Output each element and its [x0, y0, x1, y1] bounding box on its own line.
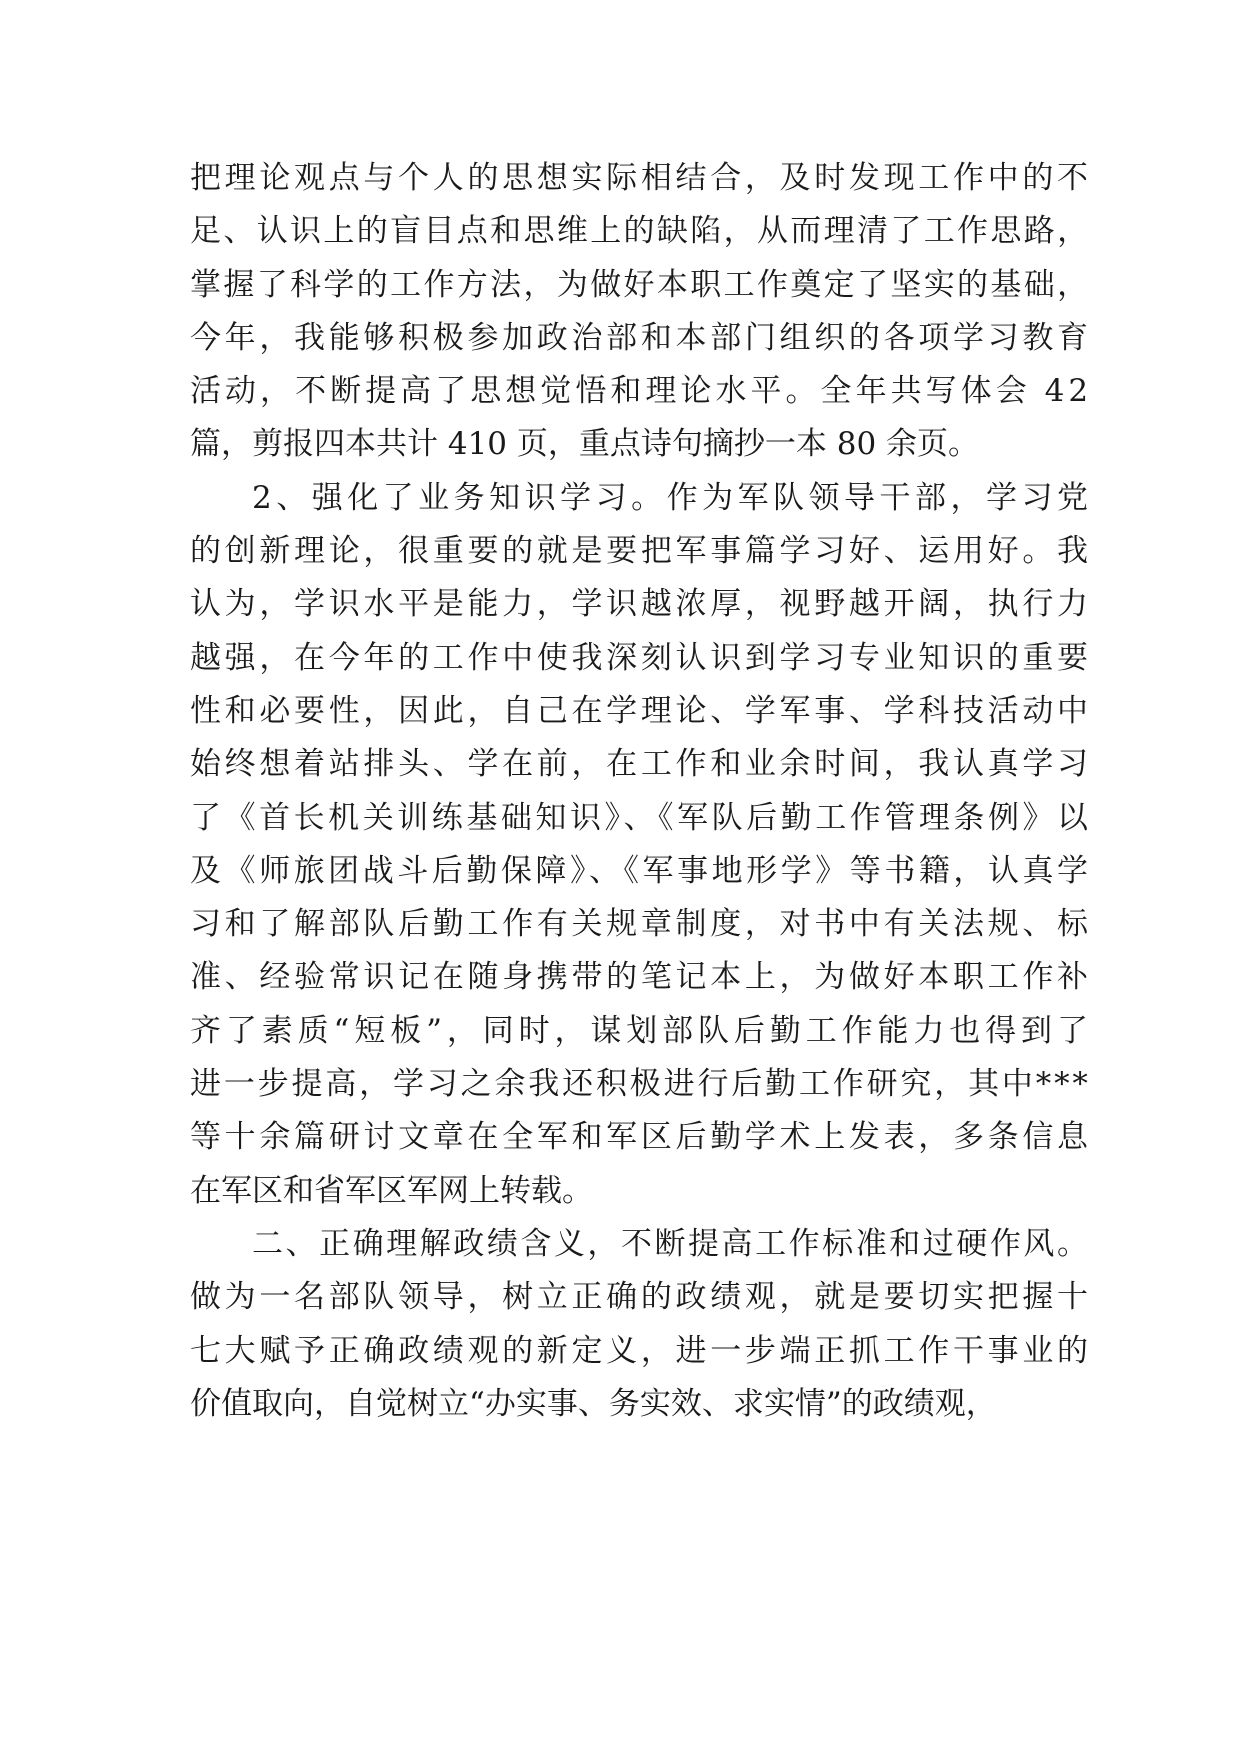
text-line: 七大赋予正确政绩观的新定义，进一步端正抓工作干事业的 [190, 1332, 1092, 1369]
body-text [190, 152, 1093, 1431]
paragraph-start-line: 二、正确理解政绩含义，不断提高工作标准和过硬作风。 [252, 1225, 1091, 1262]
text-line: 价值取向，自觉树立“办实事、务实效、求实情”的政绩观， [190, 1385, 997, 1422]
text-line: 足、认识上的盲目点和思维上的缺陷，从而理清了工作思路， [190, 213, 1091, 250]
text-line: 准、经验常识记在随身携带的笔记本上，为做好本职工作补 [190, 959, 1092, 996]
paragraph-start-line: 2、强化了业务知识学习。作为军队领导干部，学习党 [252, 479, 1093, 516]
text-line: 齐了素质“短板”，同时，谋划部队后勤工作能力也得到了 [190, 1012, 1093, 1049]
text-line: 的创新理论，很重要的就是要把军事篇学习好、运用好。我 [190, 533, 1092, 570]
text-line: 进一步提高，学习之余我还积极进行后勤工作研究，其中*** [190, 1066, 1091, 1103]
text-line: 掌握了科学的工作方法，为做好本职工作奠定了坚实的基础， [190, 266, 1091, 303]
text-line: 了《首长机关训练基础知识》、《军队后勤工作管理条例》以 [190, 799, 1092, 836]
text-line: 性和必要性，因此，自己在学理论、学军事、学科技活动中 [190, 692, 1092, 729]
text-line: 今年，我能够积极参加政治部和本部门组织的各项学习教育 [190, 319, 1092, 356]
text-line: 活动，不断提高了思想觉悟和理论水平。全年共写体会 42 [190, 373, 1093, 410]
text-line: 认为，学识水平是能力，学识越浓厚，视野越开阔，执行力 [190, 586, 1092, 623]
text-line: 及《师旅团战斗后勤保障》、《军事地形学》等书籍，认真学 [190, 852, 1092, 889]
text-line: 做为一名部队领导，树立正确的政绩观，就是要切实把握十 [190, 1279, 1092, 1316]
text-line: 始终想着站排头、学在前，在工作和业余时间，我认真学习 [190, 746, 1092, 783]
text-line: 习和了解部队后勤工作有关规章制度，对书中有关法规、标 [190, 906, 1092, 943]
text-line: 在军区和省军区军网上转载。 [190, 1172, 593, 1209]
text-line: 把理论观点与个人的思想实际相结合，及时发现工作中的不 [190, 160, 1092, 196]
text-line: 等十余篇研讨文章在全军和军区后勤学术上发表，多条信息 [190, 1119, 1092, 1156]
text-line: 越强，在今年的工作中使我深刻认识到学习专业知识的重要 [190, 639, 1092, 676]
text-line: 篇，剪报四本共计 410 页，重点诗句摘抄一本 80 余页。 [190, 426, 980, 463]
